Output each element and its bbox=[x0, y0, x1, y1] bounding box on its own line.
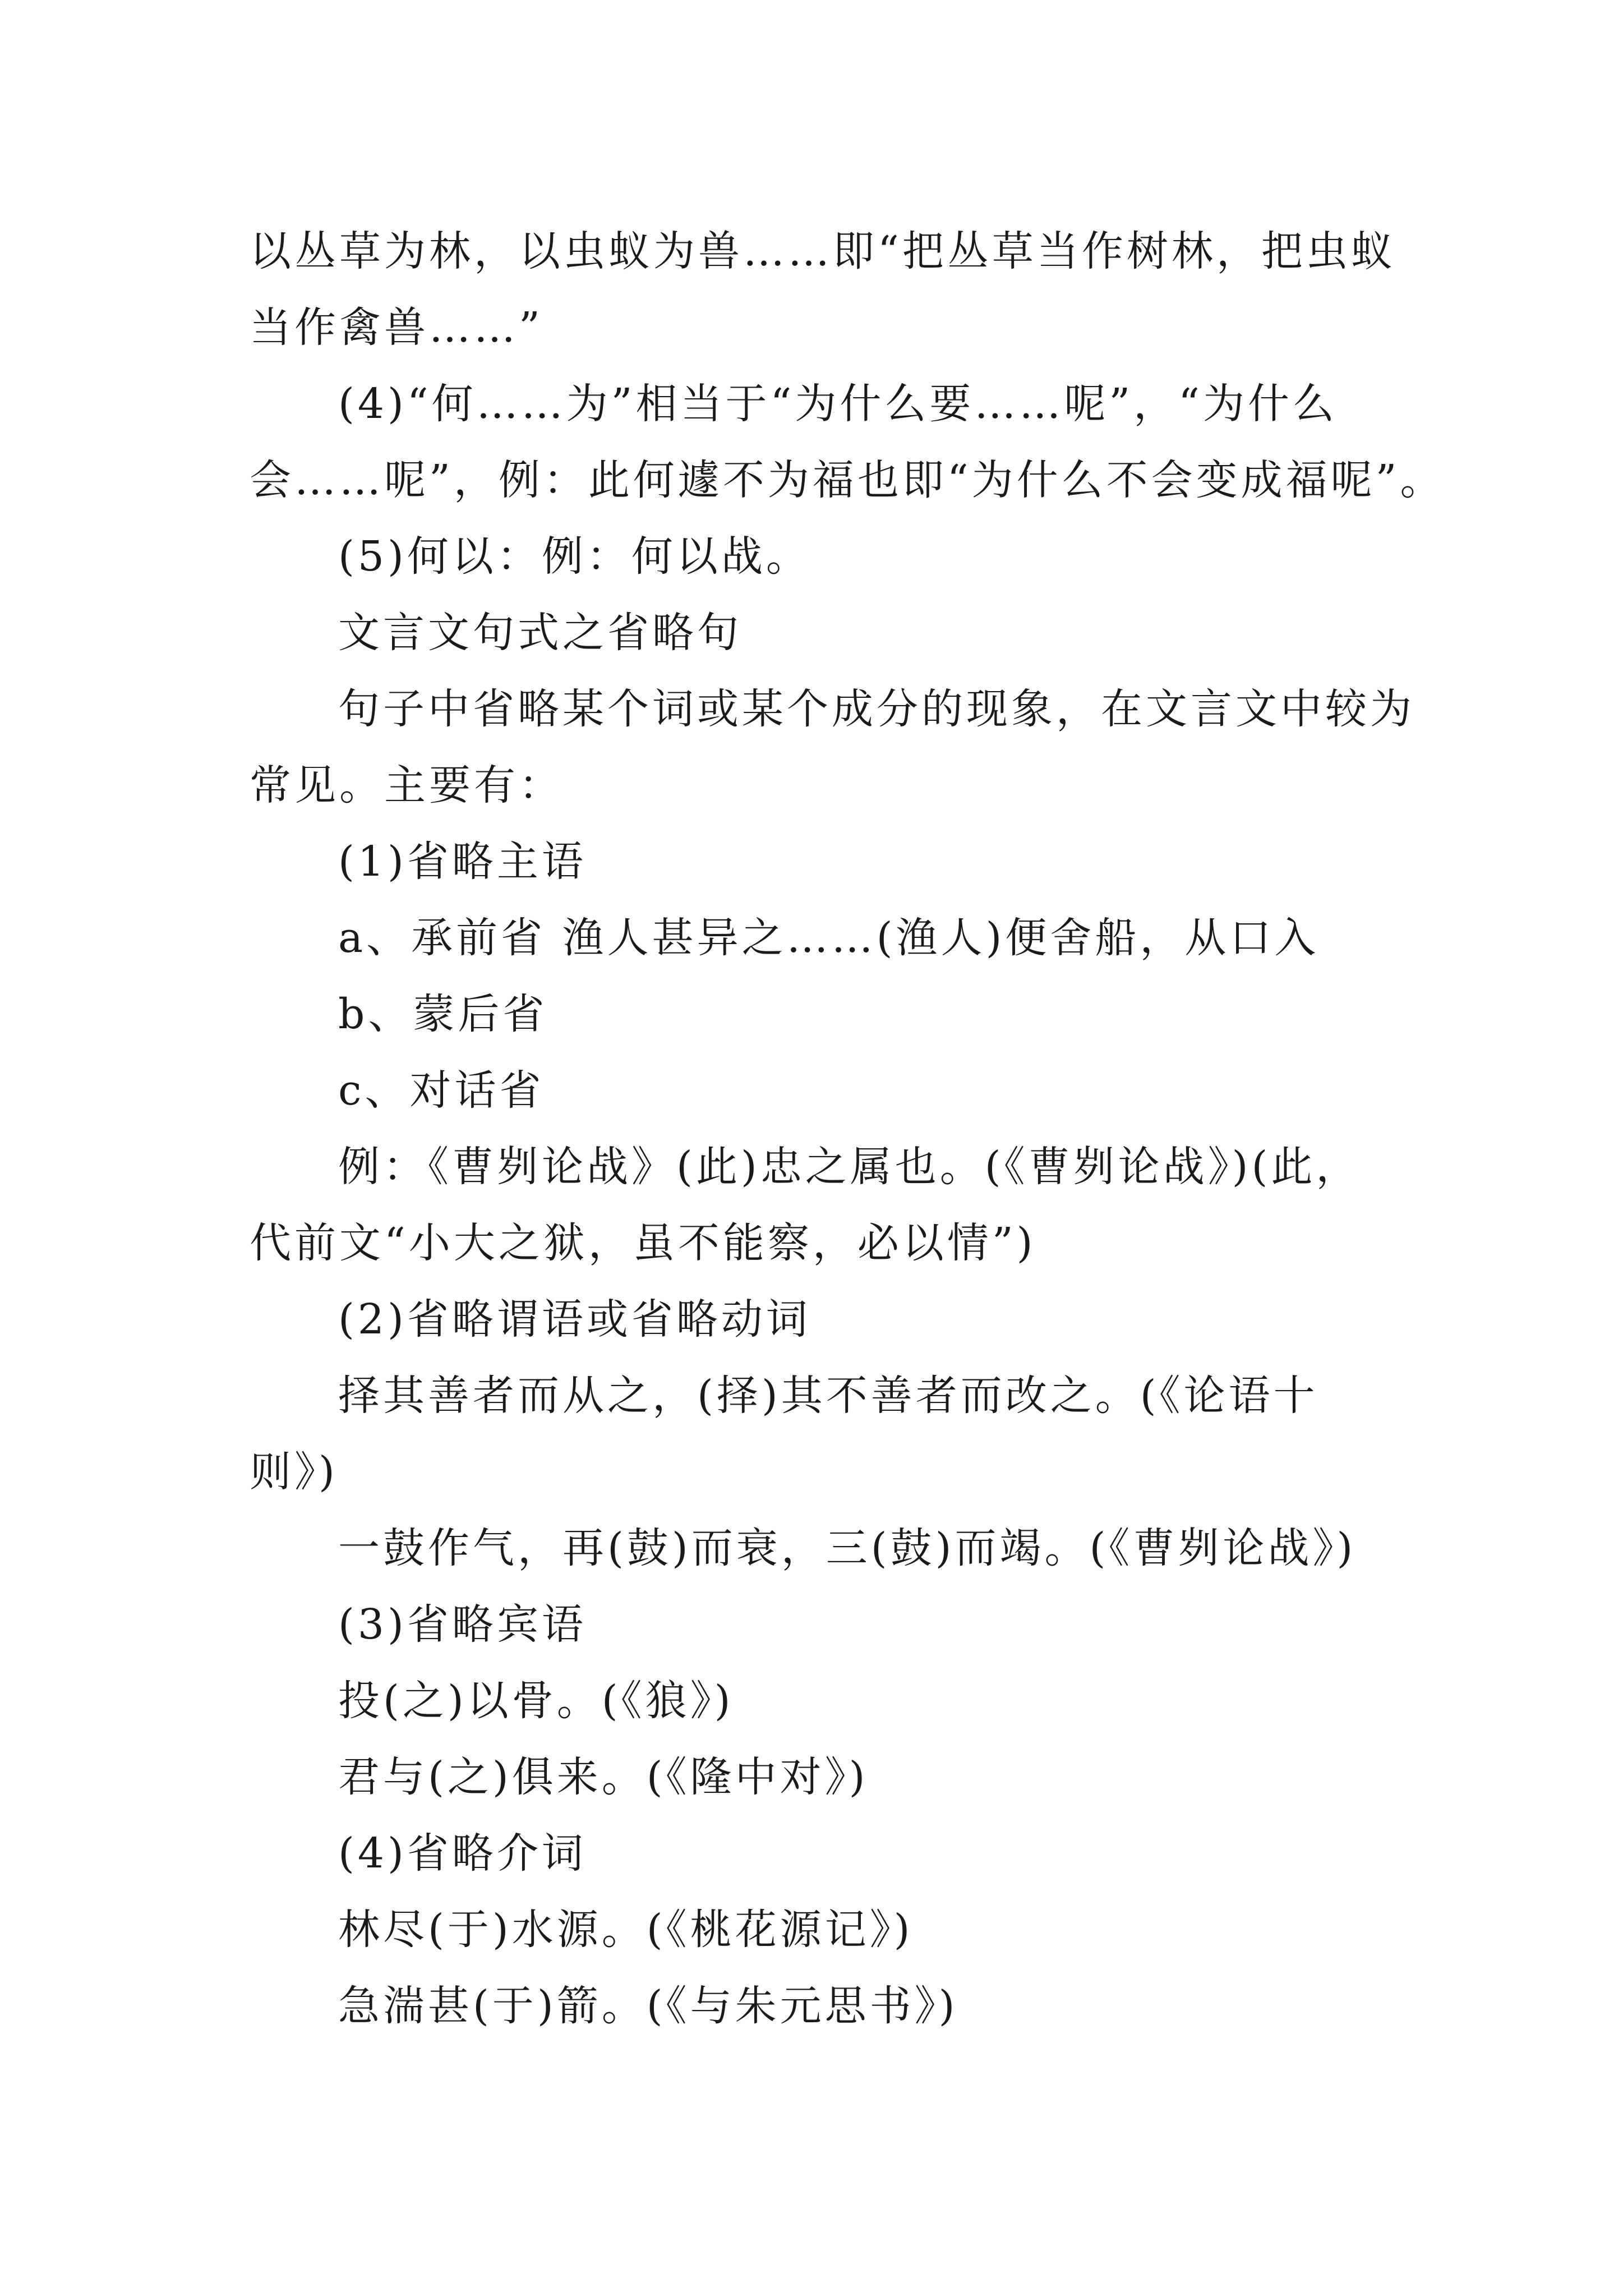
example-line: 代前文“小大之狱，虽不能察，必以情”) bbox=[250, 1219, 1036, 1267]
paragraph-line: 常见。主要有： bbox=[250, 761, 564, 809]
paragraph-line: 以丛草为林，以虫蚁为兽……即“把丛草当作树林，把虫蚁 bbox=[250, 227, 1396, 275]
list-item-heading: (1)省略主语 bbox=[338, 838, 587, 886]
example-line: 则》) bbox=[250, 1448, 338, 1496]
paragraph-line: 句子中省略某个词或某个成分的现象，在文言文中较为 bbox=[338, 685, 1415, 733]
list-item: a、承前省 渔人甚异之……(渔人)便舍船，从口入 bbox=[338, 914, 1320, 962]
section-heading: 文言文句式之省略句 bbox=[338, 609, 742, 657]
example-line: 投(之)以骨。(《狼》) bbox=[338, 1677, 734, 1725]
paragraph-line: (5)何以：例：何以战。 bbox=[338, 532, 811, 581]
list-item: b、蒙后省 bbox=[338, 990, 548, 1038]
list-item: c、对话省 bbox=[338, 1066, 545, 1115]
example-line: 急湍甚(于)箭。(《与朱元思书》) bbox=[338, 1982, 958, 2030]
example-line: 例：《曹刿论战》(此)忠之属也。(《曹刿论战》)(此， bbox=[338, 1143, 1361, 1191]
paragraph-line: 会……呢”，例：此何遽不为福也即“为什么不会变成福呢”。 bbox=[250, 456, 1445, 504]
example-line: 君与(之)俱来。(《隆中对》) bbox=[338, 1753, 869, 1801]
document-body bbox=[250, 213, 1445, 2044]
example-line: 择其善者而从之，(择)其不善者而改之。(《论语十 bbox=[338, 1372, 1318, 1420]
list-item-heading: (3)省略宾语 bbox=[338, 1600, 587, 1649]
paragraph-line: (4)“何……为”相当于“为什么要……呢”，“为什么 bbox=[338, 380, 1338, 428]
example-line: 一鼓作气，再(鼓)而衰，三(鼓)而竭。(《曹刿论战》) bbox=[338, 1524, 1357, 1572]
list-item-heading: (4)省略介词 bbox=[338, 1829, 587, 1878]
list-item-heading: (2)省略谓语或省略动词 bbox=[338, 1295, 811, 1343]
paragraph-line: 当作禽兽……” bbox=[250, 303, 543, 352]
example-line: 林尽(于)水源。(《桃花源记》) bbox=[338, 1906, 914, 1954]
